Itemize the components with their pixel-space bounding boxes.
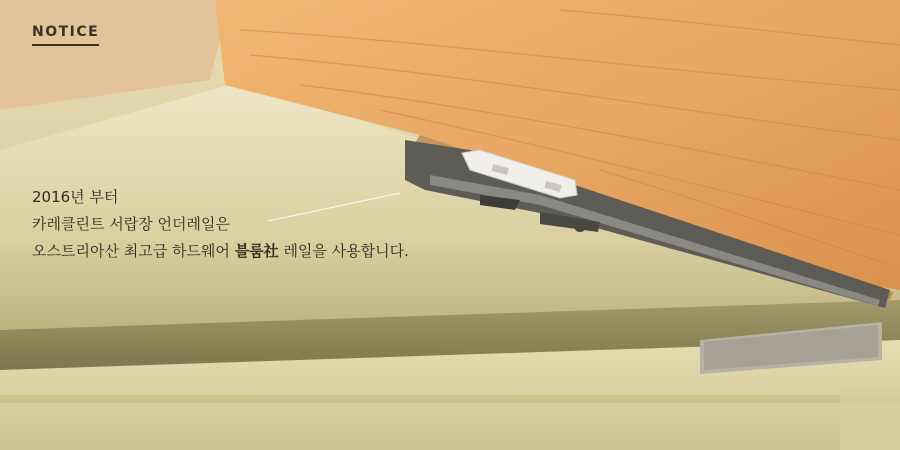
- caption-line-3-suffix: 레일을 사용합니다.: [278, 242, 409, 260]
- blurred-wood-corner: [0, 0, 230, 110]
- brand-name: 블룸社: [234, 242, 279, 260]
- notice-badge: NOTICE: [32, 24, 99, 46]
- caption-line-2: 카레클린트 서랍장 언더레일은: [32, 215, 230, 233]
- caption-text: [32, 184, 409, 265]
- caption-line-3: [32, 238, 409, 265]
- caption-line-1: 2016년 부터: [32, 188, 119, 206]
- caption-line-3-prefix: 오스트리아산 최고급 하드웨어: [32, 242, 235, 260]
